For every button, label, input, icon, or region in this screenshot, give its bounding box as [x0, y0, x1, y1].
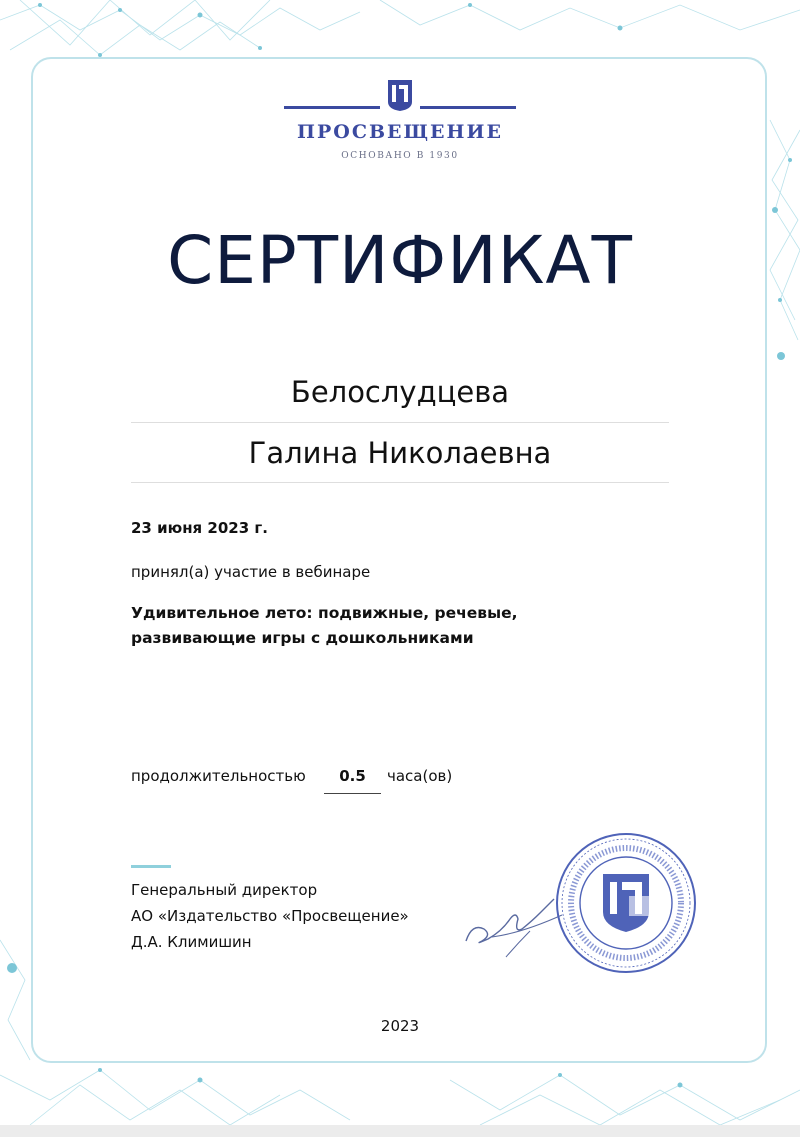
duration-value: 0.5: [324, 767, 381, 794]
handwritten-signature: [462, 893, 567, 963]
duration-unit: часа(ов): [387, 767, 453, 785]
brand-name: ПРОСВЕЩЕНИЕ: [297, 121, 503, 143]
recipient-surname: Белослудцева: [290, 375, 510, 409]
event-date: 23 июня 2023 г.: [131, 519, 268, 537]
ip-monogram-icon: [386, 78, 414, 112]
certificate-title: СЕРТИФИКАТ: [167, 222, 633, 299]
duration-label: продолжительностью: [131, 767, 306, 785]
accent-rule: [131, 865, 171, 868]
surname-rule: [131, 422, 669, 423]
recipient-given-names: Галина Николаевна: [248, 436, 552, 470]
bottom-strip: [0, 1125, 800, 1137]
signatory-organization: АО «Издательство «Просвещение»: [131, 907, 409, 925]
given-names-rule: [131, 482, 669, 483]
brand-tagline: ОСНОВАНО В 1930: [341, 151, 459, 161]
publisher-logo: [284, 78, 516, 168]
logo-rule-right: [420, 106, 516, 109]
webinar-title-line: Удивительное лето: подвижные, речевые,: [131, 604, 518, 622]
signatory-position: Генеральный директор: [131, 881, 318, 899]
webinar-title-line: развивающие игры с дошкольниками: [131, 629, 474, 647]
signatory-name: Д.А. Климишин: [131, 933, 252, 951]
webinar-title: [131, 601, 651, 651]
participation-text: принял(а) участие в вебинаре: [131, 563, 371, 581]
issue-year: 2023: [380, 1017, 420, 1035]
logo-rule-left: [284, 106, 380, 109]
organization-seal: [553, 830, 699, 976]
